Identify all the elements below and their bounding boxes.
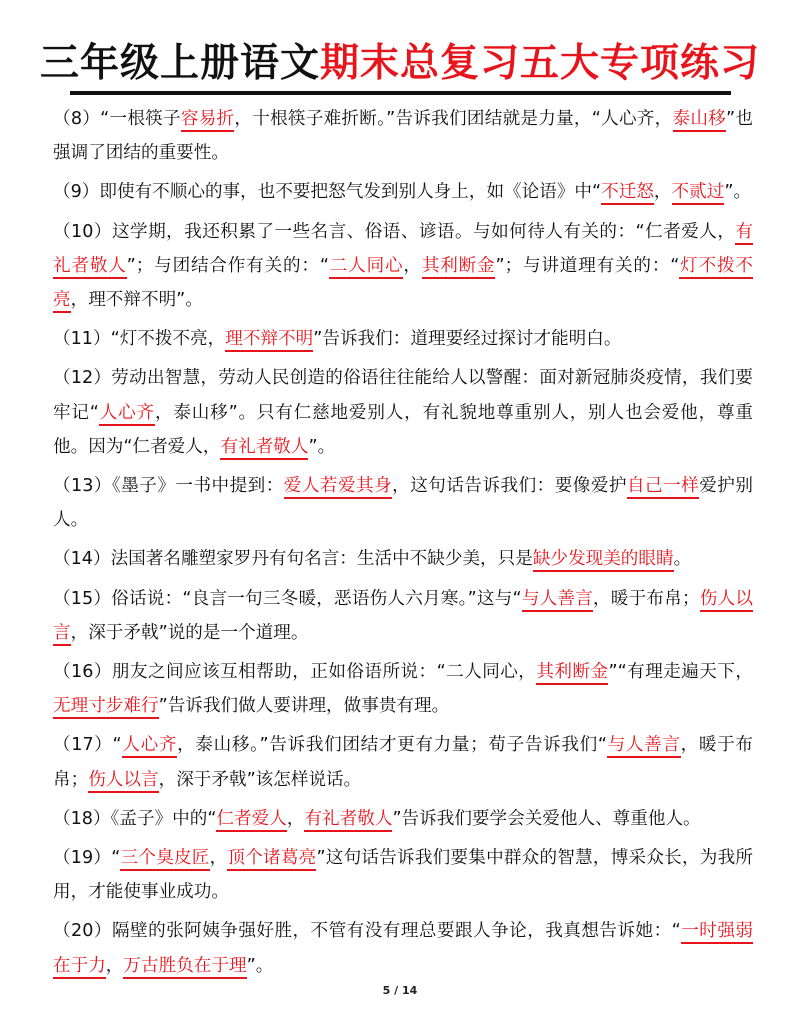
question-text: ”这句话告诉我们要集中群众的智慧，博采众长，为我所用，才能使事业成功。: [53, 848, 753, 903]
question-text: （16）朋友之间应该互相帮助，正如俗语所说：“二人同心，: [53, 662, 537, 683]
answer-fill: 一时强弱在于力: [53, 921, 753, 978]
answer-fill: 伤人以言: [88, 770, 158, 793]
question-text: （15）俗话说：“良言一句三冬暖，恶语伤人六月寒。”这与“: [53, 588, 522, 609]
answer-fill: 灯不拨不亮: [53, 256, 753, 313]
title-red-part: 期末总复习五大专项练习: [320, 41, 761, 86]
question-text: （12）劳动出智慧，劳动人民创造的俗语往往能给人以警醒：面对新冠肺炎疫情，我们要牢记“: [53, 368, 753, 423]
question-text: （14）法国著名雕塑家罗丹有句名言：生活中不缺少美，只是: [53, 549, 533, 570]
question-text: （9）即使有不顺心的事，也不要把怒气发到别人身上，如《论语》中“: [53, 182, 602, 203]
question-text: （11）“灯不拨不亮，: [53, 329, 226, 350]
answer-fill: 有礼者敬人: [53, 222, 753, 279]
question-text: ，泰山移”。只有仁慈地爱别人，有礼貌地尊重别人，别人也会爱他，尊重他。因为“仁者爱人，: [53, 402, 753, 457]
question-text: ”。: [308, 436, 336, 457]
page-title: [0, 38, 800, 90]
answer-fill: 不迁怒: [601, 182, 654, 205]
exercise-item: [53, 469, 753, 537]
exercise-item: [53, 728, 753, 796]
answer-fill: 不贰过: [672, 182, 725, 205]
question-text: ，深于矛戟”该怎样说话。: [158, 769, 362, 790]
exercise-item: [53, 542, 753, 576]
answer-fill: 人心齐: [122, 735, 177, 758]
question-text: ，: [653, 182, 672, 203]
answer-fill: 爱人若爱其身: [284, 476, 392, 499]
exercise-item: [53, 102, 753, 170]
answer-fill: 自己一样: [627, 476, 699, 499]
question-text: ，: [105, 955, 124, 976]
question-text: ”告诉我们：道理要经过探讨才能明白。: [313, 329, 622, 350]
exercise-list: [53, 102, 753, 988]
question-text: 。: [673, 549, 692, 570]
answer-fill: 三个臭皮匠: [120, 848, 209, 871]
page-number: 5 / 14: [382, 984, 418, 997]
title-black-part: 三年级上册语文: [39, 41, 320, 86]
question-text: ”也强调了团结的重要性。: [53, 109, 753, 164]
question-text: 爱护别人。: [53, 476, 753, 531]
answer-fill: 其利断金: [422, 256, 496, 279]
exercise-item: [53, 582, 753, 650]
question-text: ，: [403, 255, 422, 276]
question-text: ”；与讲道理有关的：“: [495, 255, 680, 276]
answer-fill: 人心齐: [99, 403, 155, 426]
exercise-item: [53, 802, 753, 836]
title-underline: [70, 91, 731, 95]
exercise-item: [53, 322, 753, 356]
exercise-item: [53, 215, 753, 318]
answer-fill: 与人善言: [607, 735, 681, 758]
answer-fill: 有礼者敬人: [220, 437, 308, 460]
question-text: ，暖于布帛；: [53, 735, 753, 790]
question-text: ，: [209, 848, 228, 869]
question-text: ”。: [724, 182, 752, 203]
answer-fill: 无理寸步难行: [53, 696, 159, 719]
answer-fill: 其利断金: [536, 662, 608, 685]
question-text: ，暖于布帛；: [593, 588, 700, 609]
question-text: ，: [286, 808, 305, 829]
answer-fill: 理不辩不明: [225, 329, 313, 352]
question-text: ，这句话告诉我们：要像爱护: [392, 476, 627, 497]
question-text: ”告诉我们要学会关爱他人、尊重他人。: [392, 808, 701, 829]
exercise-item: [53, 655, 753, 723]
question-text: ，十根筷子难折断。”告诉我们团结就是力量，“人心齐，: [234, 109, 673, 129]
exercise-item: [53, 361, 753, 464]
answer-fill: 有礼者敬人: [304, 809, 392, 832]
question-text: ”；与团结合作有关的：“: [126, 255, 329, 276]
answer-fill: 万古胜负在于理: [123, 956, 246, 979]
answer-fill: 顶个诸葛亮: [227, 848, 316, 871]
question-text: （20）隔壁的张阿姨争强好胜，不管有没有理总要跟人争论，我真想告诉她：“: [53, 921, 681, 942]
question-text: ，理不辩不明”。: [70, 290, 203, 311]
exercise-item: [53, 175, 753, 209]
answer-fill: 缺少发现美的眼睛: [533, 549, 674, 572]
answer-fill: 容易折: [181, 109, 235, 132]
answer-fill: 二人同心: [329, 256, 403, 279]
question-text: （8）“一根筷子: [53, 109, 181, 129]
question-text: （10）这学期，我还积累了一些名言、俗语、谚语。与如何待人有关的：“仁者爱人，: [53, 221, 736, 242]
answer-fill: 与人善言: [522, 589, 593, 612]
answer-fill: 泰山移: [673, 109, 727, 132]
question-text: ”。: [246, 955, 274, 976]
answer-fill: 伤人以言: [53, 589, 753, 646]
exercise-item: [53, 841, 753, 909]
question-text: ，泰山移。”告诉我们团结才更有力量；荀子告诉我们“: [177, 735, 607, 756]
question-text: ，深于矛戟”说的是一个道理。: [70, 622, 309, 643]
question-text: （19）“: [53, 848, 121, 869]
answer-fill: 仁者爱人: [216, 809, 286, 832]
question-text: （18）《孟子》中的“: [53, 808, 217, 829]
exercise-item: [53, 914, 753, 982]
question-text: ”告诉我们做人要讲理，做事贵有理。: [158, 696, 450, 717]
question-text: （17）“: [53, 735, 122, 756]
question-text: （13）《墨子》一书中提到：: [53, 476, 284, 497]
question-text: ”“有理走遍天下，: [608, 662, 753, 683]
